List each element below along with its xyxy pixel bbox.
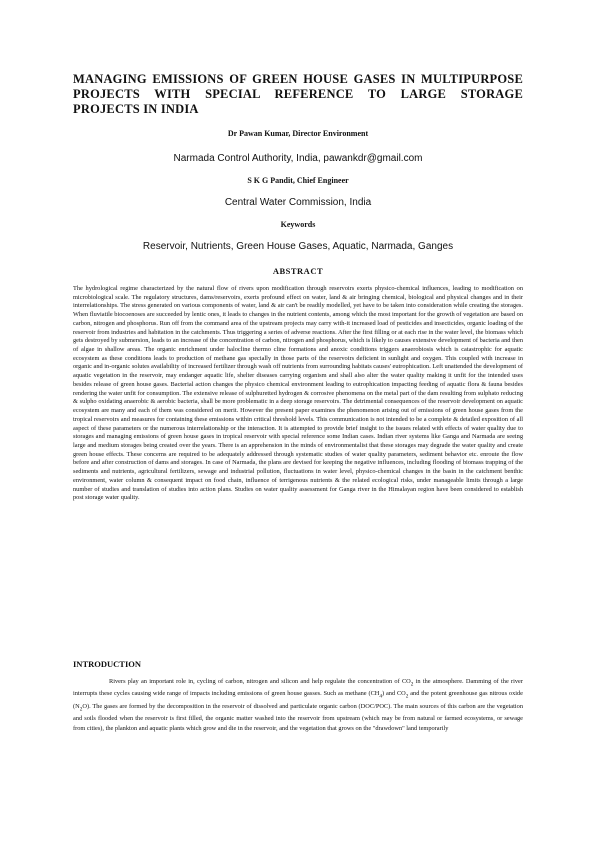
intro-text-1: Rivers play an important role in, cycling of carbon, nitrogen and silicon and help regulate the concentration of [109,678,402,685]
ch4-formula: $CH_4$ [370,690,383,700]
author-1-name: Dr Pawan Kumar, Director Environment [227,129,369,138]
introduction-heading: INTRODUCTION [73,659,142,669]
keywords-list: Reservoir, Nutrients, Green House Gases, Aquatic, Narmada, Ganges [142,241,454,252]
author-1-affiliation: Narmada Control Authority, India, pawankdr@gmail.com [173,153,423,164]
introduction-body [73,677,523,733]
abstract-body: The hydrological regime characterized by the natural flow of rivers upon modification through reservoirs exerts physico-chemical influences, leading to modification on microbiological scale. The regulatory structures, dams/reservoirs, exerts profound effect on water, land & air bringing chemical, biological and physical changes and in their interrelationships. The stress generated on various components of water, land & air can't be readily modelled, yet have to be taken into consideration while creating the storages. When fluviatile biocoenoses are succeeded by lentic ones, it leads to changes in the nutrient contents, among which the most important for the growth of vegetation are based on carbon, nitrogen and phosphorus. Run off from the command area of the upstream projects may carry with-it increased load of pesticides and insecticides, organic loading of the reservoir from industries and habitation in the catchments. Thus triggering a series of adverse reactions. After the first filling or at each rise in the water level, the biomass which gets destroyed by submersion, leads to an increase of the concentration of carbon, nitrogen and phosphorus, which is likely to causes extensive development of bacteria and then of algae in shallow areas. The organic enrichment under halocline thermo cline formations and anoxic conditions triggers anaerobiosis which is catastrophic for aquatic ecosystem as these conditions leads to production of methane gas specially in those parts of the reservoirs deficient in sunlight and oxygen. This coupled with increase in organic and in-organic solutes availability of increased fertilizer through wash off nutrients from surrounding habitats causes' eutrophication. Left unattended the development of aquatic vegetation in the reservoir, may endanger aquatic life, shelter diseases carrying organism and shall also alter the water quality making it unfit for the intended uses besides release of green house gases. Bacterial action changes the physico chemical environment leading to eutrophication impacting feeding of aquatic flora & fauna besides rendering the water unfit for consumption. The extensive release of sulphuretted hydrogen & corrosive phenomena on the metal part of the dam resulting from sulphato reducing & sulpho oxidating anaerobic & aerobic bacteria, shall be more problematic in a deep storage reservoirs. The detrimental consequences of the reservoir development on aquatic ecosystem are many and each of them was considered on merit. However the present paper examines the phenomenon arising out of emissions of green house gases from the tropical reservoirs and measures for containing these emissions within critical threshold levels. This communication is not intended to be a complete & detailed exposition of all aspect of these parameters or the numerous interrelationship or the interaction. It is attempted to provide brief insight to the issues related with effects of water quality due to storages and managing emissions of green house gases in tropical reservoir with special reference some Indian cases. Indian river systems like Ganga and Narmada are seeing large and medium storages being created over the years. There is an apprehension in the minds of environmentalist that these storages may degrade the water quality and create green house effects. These concerns are required to be adequately addressed through systematic studies of water quality parameters, sediment behavior etc. enroute the flow before and after construction of dams and storages. In case of Narmada, the plans are devised for keeping the negative influences, including flooding of biomass trapping of the sediments and nutrients, agricultural fertilizers, sewage and industrial pollution, fluctuations in water level, physico-chemical changes in the basin in the catchment benthic environment, water column & consequent impact on food chain, influence of terrigenous nutrients & the related ecological risks, under manageable limits through a large number of studies and translation of studies into action plans. Studies on water quality assessment for Ganga river in the Himalayan region have been considered to establish post storage water quality. [73,285,523,502]
co2-formula: $CO_2$ [401,678,414,688]
intro-text-2: in the atmosphere. Damming of the river interrupts these cycles causing wide range of impacts including emissions of green house gasses. Such as methane ( [73,678,523,698]
abstract-heading: ABSTRACT [272,266,324,276]
intro-text-3: ) and [382,690,397,698]
co2-formula: $CO_2$ [396,690,409,700]
author-2-name: S K G Pandit, Chief Engineer [247,176,349,185]
intro-text-5: ). The gases are formed by the decomposition in the reservoir of dissolved and particulate organic carbon (DOC/POC). The main sources of this carbon are the vegetation and soils flooded when the reservoir is first filled, the organic matter washed into the reservoir from upstream (which may be from natural or farmed ecosystems, or sewage from cities), the plankton and aquatic plants which grow and die in the reservoir, and the vegetation that grows on the "drawdown" land temporarily [73,702,523,732]
intro-text-4: and the potent greenhouse gas nitrous oxide ( [73,690,523,710]
n2o-formula: $N_2O$ [75,702,87,713]
author-2-affiliation: Central Water Commission, India [224,197,372,208]
paper-title: MANAGING EMISSIONS OF GREEN HOUSE GASES IN MULTIPURPOSE PROJECTS WITH SPECIAL REFERENCE TO LARGE STORAGE PROJECTS IN INDIA [73,72,523,116]
keywords-heading: Keywords [280,220,316,229]
